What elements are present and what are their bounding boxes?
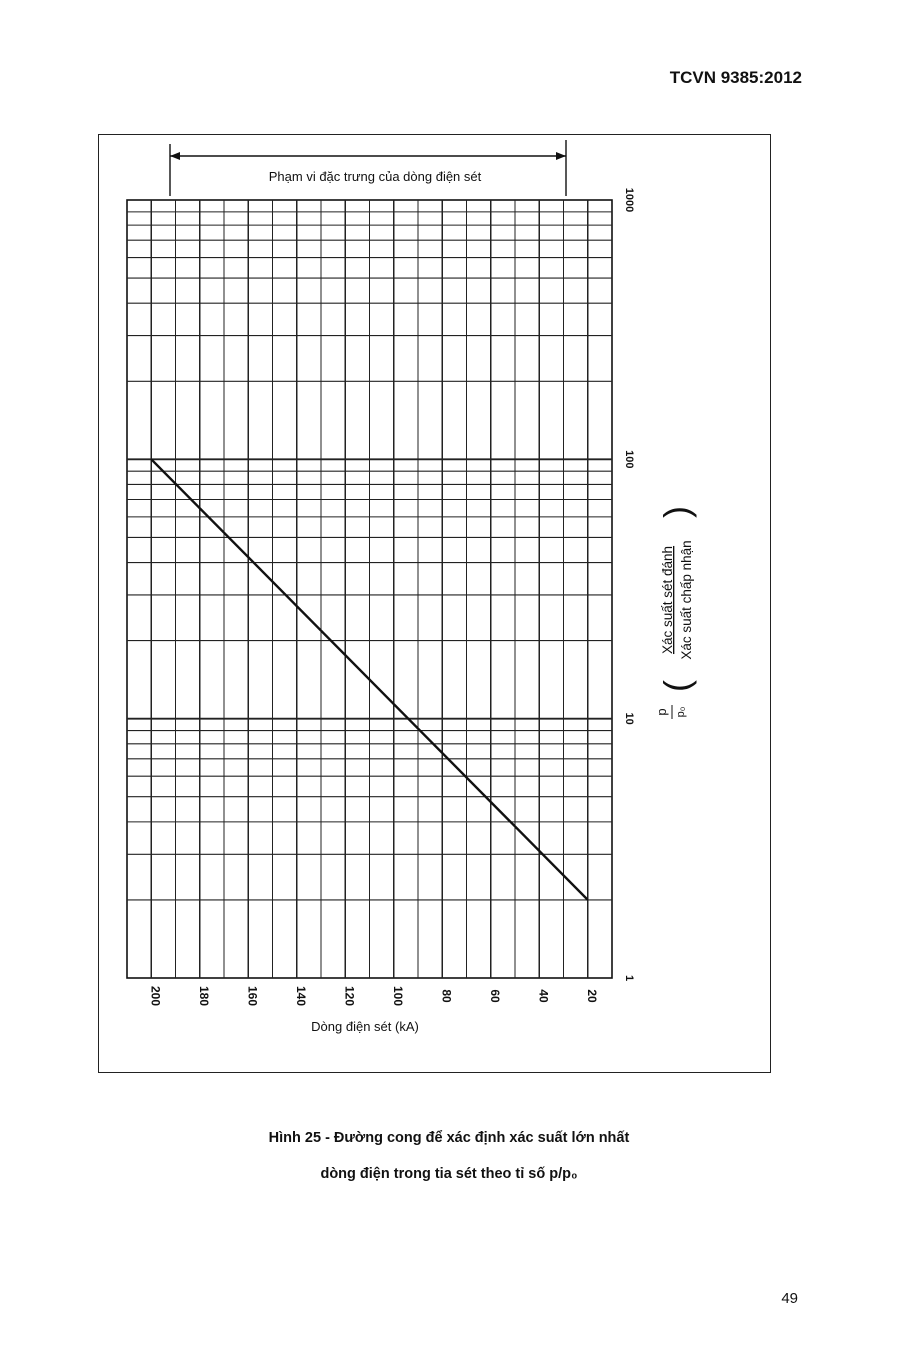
x-tick-label: 40 — [536, 989, 551, 1003]
y-axis-formula — [656, 506, 697, 692]
chart-grid — [127, 200, 612, 978]
y-tick-label: 100 — [623, 450, 635, 469]
standard-code: TCVN 9385:2012 — [669, 68, 802, 87]
formula-close-paren: ) — [656, 506, 697, 518]
range-label: Phạm vi đặc trưng của dòng điện sét — [268, 169, 482, 184]
x-tick-label: 100 — [390, 985, 405, 1007]
formula-open-paren: ( — [656, 680, 697, 692]
y-axis-label — [654, 705, 687, 719]
chart-tick-labels — [148, 188, 635, 1007]
x-tick-label: 60 — [487, 989, 502, 1003]
y-tick-label: 1000 — [623, 187, 635, 213]
x-axis-label: Dòng điện sét (kA) — [311, 1019, 419, 1034]
x-tick-label: 160 — [245, 985, 260, 1007]
figure-caption — [0, 1120, 898, 1192]
y-label-p: p — [654, 708, 669, 716]
x-tick-label: 180 — [196, 985, 211, 1007]
range-arrow-right — [556, 152, 566, 160]
y-tick-label: 1 — [623, 974, 635, 982]
formula-denominator: Xác suất chấp nhận — [679, 540, 694, 660]
caption-line-1: Hình 25 - Đường cong để xác định xác suất lớn nhất — [268, 1130, 630, 1146]
range-indicator — [170, 140, 566, 196]
page-number: 49 — [781, 1290, 798, 1307]
x-tick-label: 200 — [148, 985, 163, 1007]
caption-line-2: dòng điện trong tia sét theo tỉ số p/p₀ — [320, 1166, 578, 1182]
x-tick-label: 120 — [342, 985, 357, 1007]
y-tick-label: 10 — [623, 712, 635, 725]
x-tick-label: 20 — [584, 989, 599, 1003]
y-label-p0: p₀ — [675, 706, 687, 718]
x-tick-label: 80 — [439, 989, 454, 1003]
formula-numerator: Xác suất sét đánh — [660, 545, 675, 655]
range-arrow-left — [170, 152, 180, 160]
x-tick-label: 140 — [293, 985, 308, 1007]
